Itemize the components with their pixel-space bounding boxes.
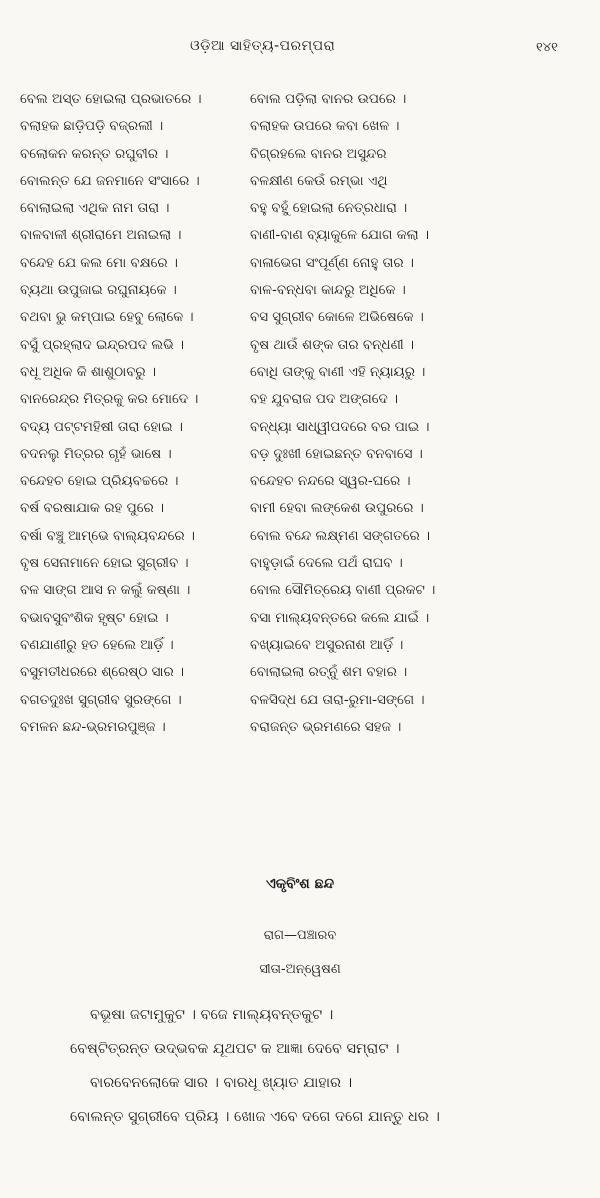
verse-first-half: ବାନରେନ୍ଦ୍ର ମିତ୍ରକୁ କର ମୋଦେ ।	[20, 391, 199, 408]
verse-line	[20, 577, 580, 604]
verse-second-half: ବହ ଯୁବରାଜ ପଦ ଅଙ୍ଗଦେ ।	[250, 391, 399, 408]
verse-second-half: ବିଗ୍ରହଲେ ବାନର ଅସୁନ୍ଦର	[250, 145, 387, 162]
verse-first-half: ବାଳବାଳୀ ଶ୍ରୀରାମେ ଅନାଇଲା ।	[20, 227, 182, 244]
verse-second-half: ବାଣୀ-ବାଣ ବ୍ୟାକୁଳେ ଯୋଗ କଲା ।	[250, 227, 430, 244]
verse-line	[20, 277, 580, 304]
final-verse-line: ବେଷ୍ଟିତ୍ରନ୍ତ ଉଦ୍ଭବକ ଯୂଥପଟ କ ଆଜ୍ଞା ଦେବେ ସମ୍ରାଟ ।	[70, 1041, 400, 1057]
verse-block	[20, 86, 580, 741]
verse-line	[20, 113, 580, 140]
verse-first-half: ବଳ ସାଙ୍ଗ ଆସ ନ କଲୁଁ କଷ୍ଣା ।	[20, 582, 191, 599]
verse-second-half: ବଳକ୍ଷୀଣ କେଉଁ ରମ୍ଭା ଏଥି	[250, 172, 388, 189]
verse-first-half: ବଥବା ଭୁ କମ୍ପାଇ ହେବୁ ଲୋକେ ।	[20, 309, 194, 326]
verse-line	[20, 304, 580, 331]
verse-second-half: ବଲାହକ ଉପରେ କବା ଖେଳ ।	[250, 118, 400, 135]
verse-second-half: ବନ୍ଧ୍ୟା ସାଧ୍ୱୀପଦରେ ବର ପାଇ ।	[250, 418, 430, 435]
verse-first-half: ବଲୋକନ କରନ୍ତ ରଘୁବୀର ।	[20, 145, 169, 162]
verse-line	[20, 168, 580, 195]
verse-first-half: ବଲାହକ ଛାଡ଼ିପଡ଼ି ବଜ୍ରଲୀ ।	[20, 118, 164, 135]
verse-second-half: ବୃଷ ଥାଉଁ ଶଙ୍କ ତାର ବନ୍ଧଣୀ ।	[250, 336, 415, 353]
verse-second-half: ବସା ମାଲ୍ୟବନ୍ତରେ କଲେ ଯାଇଁ ।	[250, 609, 430, 626]
verse-first-half: ବଦ୍ୟ ପଟ୍ଟମହିଷୀ ତାରା ହୋଇ ।	[20, 418, 183, 435]
verse-second-half: ବୋଲ ବନ୍ଦେ ଲକ୍ଷ୍ମଣ ସଙ୍ଗତରେ ।	[250, 527, 431, 544]
verse-line	[20, 714, 580, 741]
verse-second-half: ବୋଧି ତାଙ୍କୁ ବାଣୀ ଏହି ନ୍ୟାୟରୁ ।	[250, 363, 426, 380]
section-heading: ଏକୃବିଂଶ ଛନ୍ଦ	[265, 876, 335, 892]
verse-line	[20, 414, 580, 441]
page-number: ୧୪୧	[536, 40, 558, 55]
verse-line	[20, 359, 580, 386]
verse-second-half: ବଖ୍ୟାଇବେ ଅସୁରନାଶ ଆଡ଼ିଁ ।	[250, 636, 404, 653]
verse-first-half: ବୋଲନ୍ତ ଯେ ଜନମାନେ ସଂସାରେ ।	[20, 172, 200, 189]
verse-second-half: ବନ୍ଦେହଚ ନନ୍ଦରେ ସ୍ୱର-ଘରେ ।	[250, 473, 411, 490]
verse-second-half: ବାମୀ ହେବା ଲଙ୍କେଶ ଉପୁରରେ ।	[250, 500, 424, 517]
verse-second-half: ବାଳାଭେଗ ସଂପୂର୍ଣ୍ଣ ନୋହୁ ତାର ।	[250, 254, 414, 271]
running-title: ଓଡ଼ିଆ ସାହିତ୍ୟ-ପରମ୍ପରା	[190, 38, 336, 54]
verse-second-half: ବୋଲାଇଲା ରତ୍ନୁଁ ଶମ ବହାର ।	[250, 664, 408, 681]
final-verse-line: ବାରବେନଲୋକେ ସାର । ବାରଧୂ ଖ୍ୟାତ ଯାହାର ।	[90, 1075, 353, 1091]
verse-line	[20, 550, 580, 577]
verse-second-half: ବୋଲ ସୌମିତ୍ରେୟ ବାଣୀ ପ୍ରକଟ ।	[250, 582, 436, 599]
verse-line	[20, 195, 580, 222]
verse-first-half: ବଗତଦୁଃଖ ସୁଗ୍ରୀବ ସୁରଙ୍ଗେ ।	[20, 691, 182, 708]
verse-second-half: ବଳସିଦ୍ଧ ଯେ ତାରା-ରୁମା-ସଙ୍ଗେ ।	[250, 691, 425, 708]
verse-line	[20, 332, 580, 359]
verse-second-half: ବୋଲ ପଡ଼ିଲା ବାନର ଉପରେ ।	[250, 91, 407, 107]
final-verse-block	[70, 998, 590, 1134]
verse-first-half: ବେଲ ଅସ୍ତ ହୋଇଲା ପ୍ରଭାତରେ ।	[20, 91, 202, 107]
page-header	[0, 38, 600, 62]
verse-first-half: ବସୁଁ ପ୍ରହ୍ଲାଦ ଇନ୍ଦ୍ରପଦ ଲଭି ।	[20, 336, 185, 353]
verse-first-half: ବୃଷ ସେନାମାନେ ହୋଇ ସୁଗ୍ରୀବ ।	[20, 555, 189, 572]
verse-line	[20, 632, 580, 659]
verse-first-half: ବଧୂ ଅଧିକ କି ଶାଶୁଠାବରୁ ।	[20, 363, 157, 380]
verse-line	[20, 222, 580, 249]
verse-first-half: ବଭାବସୁବଂଶିକ ହୃଷ୍ଟ ହୋଇ ।	[20, 609, 169, 626]
verse-line	[20, 523, 580, 550]
verse-line	[20, 386, 580, 413]
verse-line	[20, 495, 580, 522]
verse-first-half: ବସୁମତୀଧରରେ ଶ୍ରେଷ୍ଠ ସାର ।	[20, 664, 185, 681]
verse-first-half: ବନ୍ଦେହଚ ହୋଇ ପ୍ରିୟବଚ୍ଚରେ ।	[20, 473, 179, 490]
final-verse-line: ବୋଲନ୍ତ ସୁଗ୍ରୀବେ ପ୍ରିୟ । ଖୋଜ ଏବେ ଦଗେ ଦଗେ ଯାନ୍ତୁ ଧର ।	[70, 1109, 440, 1125]
verse-first-half: ବର୍ଷା ବଞ୍ଚୁ ଆମ୍ଭେ ବାଲ୍ୟବନ୍ଦରେ ।	[20, 527, 195, 544]
verse-line	[20, 687, 580, 714]
verse-line	[20, 468, 580, 495]
verse-first-half: ବୋଲାଇଲା ଏଥିକ ନାମ ତାରା ।	[20, 200, 170, 217]
verse-second-half: ବାଳ-ବନ୍ଧବା କାନ୍ଦରୁ ଅଧିକେ ।	[250, 282, 406, 299]
subject-line: ସୀତା-ଅନ୍ୱେଷଣ	[259, 962, 341, 977]
verse-first-half: ବମଳନ ଛନ୍ଦ-ଭ୍ରମରପୁଞ୍ଜ ।	[20, 718, 166, 735]
verse-second-half: ବସ ସୁଗ୍ରୀବ କୋଳେ ଅଭିଷେକେ ।	[250, 309, 424, 326]
verse-second-half: ବଡ଼ ଦୁଃଖୀ ହୋଇଛନ୍ତ ବନବାସେ ।	[250, 445, 423, 462]
verse-line	[20, 86, 580, 113]
verse-line	[20, 141, 580, 168]
verse-first-half: ବଦନଲୁ ମିତ୍ରର ଗୃହଁ ଭାଷେ ।	[20, 445, 172, 462]
verse-second-half: ବରାଜନ୍ତ ଭ୍ରମଣରେ ସହଜ ।	[250, 718, 402, 735]
final-verse-line: ବଭୂଷା ଜଟାମୁକୁଟ । ବଜେ ମାଲ୍ୟବନ୍ତକୁଟ ।	[90, 1007, 334, 1023]
verse-line	[20, 250, 580, 277]
verse-first-half: ବର୍ଷ ବରଷାଯାକ ରହ ପୁରେ ।	[20, 500, 165, 517]
verse-line	[20, 605, 580, 632]
verse-line	[20, 659, 580, 686]
verse-first-half: ବ୍ୟଥା ଉପୁଜାଇ ରଘୁନାୟକେ ।	[20, 282, 177, 299]
raga-line: ରାଗ—ପଞ୍ଚାରବ	[263, 928, 337, 943]
verse-second-half: ବହୁ ବହୁଁ ହୋଇଲା ନେତ୍ରଧାରା ।	[250, 200, 408, 217]
verse-second-half: ବାହୁଡ଼ାଇଁ ଦେଲେ ପଥଁ ରାଘବ ।	[250, 555, 403, 572]
verse-first-half: ବଣଯାଣୀରୁ ହତ ହେଲେ ଆଡ଼ିଁ ।	[20, 636, 174, 653]
verse-line	[20, 441, 580, 468]
verse-first-half: ବନ୍ଦେହ ଯେ କଲ ମୋ ବକ୍ଷରେ ।	[20, 254, 178, 271]
